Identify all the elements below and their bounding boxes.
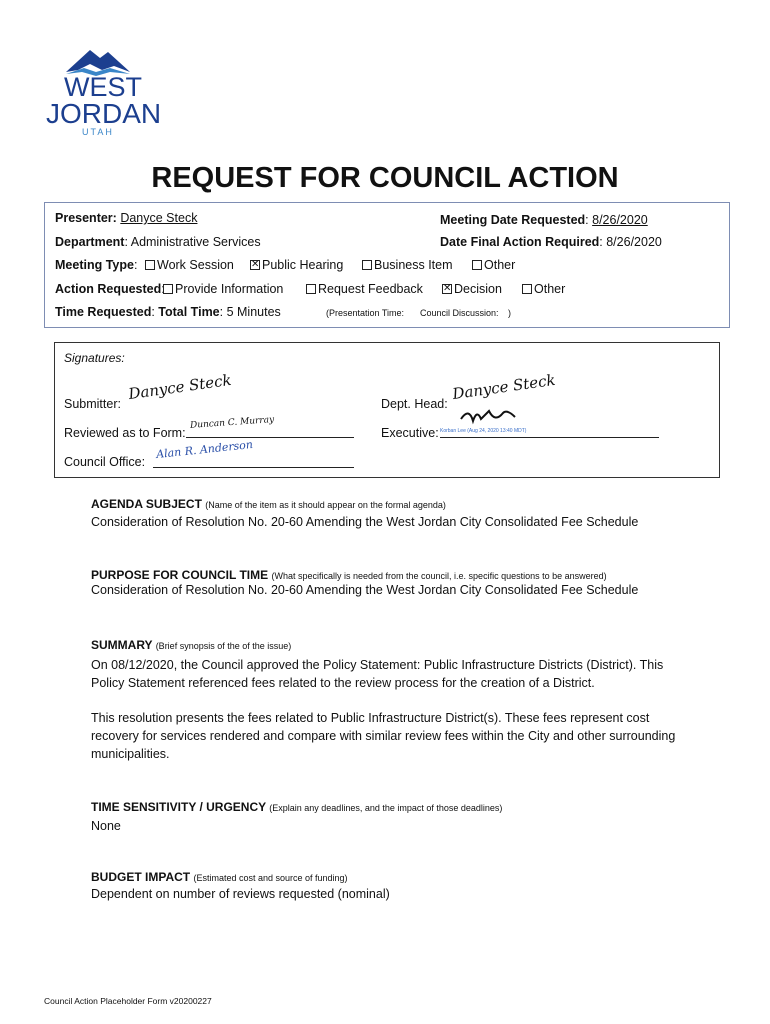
summary-paragraph-2: This resolution presents the fees related to Public Infrastructure District(s). These fees represent cost recovery for services rendered and compare with similar review fees within the City and other surrounding municipalities. (91, 711, 676, 761)
checkbox-icon[interactable] (472, 260, 482, 270)
reviewed-label: Reviewed as to Form: (64, 426, 186, 440)
option-label: Provide Information (175, 282, 284, 296)
action-other[interactable] (522, 282, 565, 296)
presenter-label: Presenter: (55, 211, 117, 225)
dept-head-signature: Danyce Steck (451, 370, 557, 404)
department-row: Department: Administrative Services (55, 235, 261, 249)
executive-signature-mark (455, 405, 525, 429)
presenter-row (55, 211, 197, 225)
action-decision[interactable] (442, 282, 502, 296)
action-label: Action Requested (55, 282, 162, 296)
time-sensitivity-note: (Explain any deadlines, and the impact of those deadlines) (269, 803, 503, 813)
purpose-note: (What specifically is needed from the council, i.e. specific questions to be answered) (271, 571, 607, 581)
meeting-date-label: Meeting Date Requested (440, 213, 586, 227)
presenter-value[interactable]: Danyce Steck (120, 211, 198, 225)
dept-head-label: Dept. Head: (381, 397, 448, 411)
submitter-label: Submitter: (64, 397, 121, 411)
total-time-value[interactable]: 5 Minutes (226, 305, 281, 319)
action-request-feedback[interactable] (306, 282, 423, 296)
final-date-label: Date Final Action Required (440, 235, 600, 249)
logo-utah: UTAH (82, 127, 114, 137)
summary-paragraph-1: On 08/12/2020, the Council approved the Policy Statement: Public Infrastructure Districts (District). This Policy Statement referenced fees related to the review process for the creation of a District. (91, 658, 664, 690)
summary-heading: SUMMARY (Brief synopsis of the of the issue) (91, 638, 292, 652)
agenda-subject-note: (Name of the item as it should appear on the formal agenda) (205, 500, 446, 510)
budget-impact-text: Dependent on number of reviews requested (nominal) (91, 887, 390, 901)
purpose-text: Consideration of Resolution No. 20-60 Amending the West Jordan City Consolidated Fee Schedule (91, 583, 639, 597)
meeting-date-row: Meeting Date Requested: 8/26/2020 (440, 213, 648, 227)
option-label: Other (534, 282, 566, 296)
checkbox-icon[interactable] (522, 284, 532, 294)
final-date-row: Date Final Action Required: 8/26/2020 (440, 235, 662, 249)
option-label: Request Feedback (318, 282, 423, 296)
checkbox-icon[interactable] (163, 284, 173, 294)
checked-checkbox-icon[interactable] (442, 284, 452, 294)
meeting-date-value[interactable]: 8/26/2020 (592, 213, 648, 227)
time-sensitivity-text: None (91, 819, 121, 833)
checkbox-icon[interactable] (362, 260, 372, 270)
budget-impact-note: (Estimated cost and source of funding) (193, 873, 348, 883)
time-requested-row: Time Requested: Total Time: 5 Minutes (55, 305, 281, 319)
reviewed-signature-line (186, 437, 354, 438)
agenda-subject-text: Consideration of Resolution No. 20-60 Amending the West Jordan City Consolidated Fee Schedule (91, 515, 639, 529)
council-signature: Alan R. Anderson (155, 437, 254, 462)
logo-west: WEST (64, 72, 142, 102)
option-label: Work Session (157, 258, 234, 272)
purpose-heading: PURPOSE FOR COUNCIL TIME (What specifically is needed from the council, i.e. specific questions to be answered) (91, 568, 607, 582)
budget-impact-heading: BUDGET IMPACT (Estimated cost and source of funding) (91, 870, 348, 884)
action-label-wrap: Action Requested: (55, 282, 165, 296)
council-discussion: Council Discussion: (420, 308, 499, 318)
checked-checkbox-icon[interactable] (250, 260, 260, 270)
meeting-type-work-session[interactable] (145, 258, 234, 272)
close-paren: ) (508, 308, 511, 318)
checkbox-icon[interactable] (145, 260, 155, 270)
summary-note: (Brief synopsis of the of the issue) (155, 641, 292, 651)
option-label: Other (484, 258, 516, 272)
meeting-type-public-hearing[interactable] (250, 258, 343, 272)
department-label: Department (55, 235, 125, 249)
footer-form-version: Council Action Placeholder Form v20200227 (44, 996, 212, 1006)
checkbox-icon[interactable] (306, 284, 316, 294)
meeting-type-business-item[interactable] (362, 258, 453, 272)
time-sensitivity-heading: TIME SENSITIVITY / URGENCY (Explain any deadlines, and the impact of those deadlines) (91, 800, 503, 814)
submitter-signature: Danyce Steck (127, 370, 233, 404)
action-provide-information[interactable] (163, 282, 283, 296)
time-label: Time Requested (55, 305, 152, 319)
council-signature-line (153, 467, 354, 468)
meeting-type-other[interactable] (472, 258, 515, 272)
executive-label: Executive: (381, 426, 439, 440)
executive-signature-line (440, 437, 659, 438)
reviewed-signature: Duncan C. Murray (189, 415, 275, 431)
meeting-type-label-wrap: Meeting Type: (55, 258, 138, 272)
option-label: Decision (454, 282, 502, 296)
final-date-value[interactable]: 8/26/2020 (606, 235, 662, 249)
option-label: Business Item (374, 258, 453, 272)
presentation-time: (Presentation Time: (326, 308, 405, 318)
signatures-heading: Signatures: (64, 351, 125, 365)
logo-jordan: JORDAN (46, 98, 162, 129)
option-label: Public Hearing (262, 258, 344, 272)
total-time-label: Total Time (158, 305, 220, 319)
agenda-subject-heading: AGENDA SUBJECT (Name of the item as it should appear on the formal agenda) (91, 497, 446, 511)
meeting-type-label: Meeting Type (55, 258, 134, 272)
executive-stamp: Korban Lee (Aug 24, 2020 13:40 MDT) (440, 428, 527, 434)
department-value[interactable]: Administrative Services (130, 235, 261, 249)
council-office-label: Council Office: (64, 455, 146, 469)
page-title: REQUEST FOR COUNCIL ACTION (151, 162, 619, 194)
